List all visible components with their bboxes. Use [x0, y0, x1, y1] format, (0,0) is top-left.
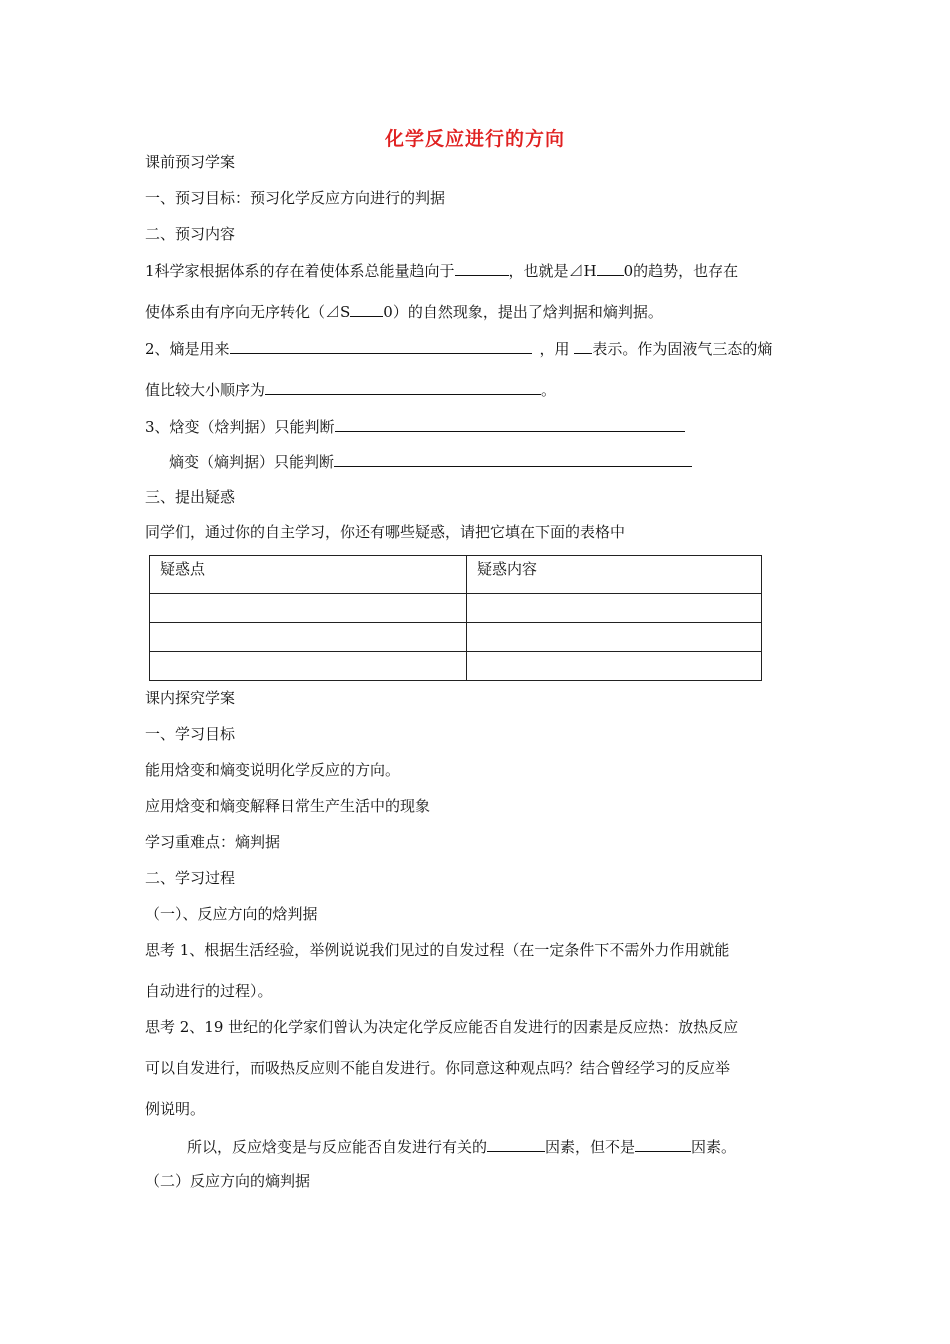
q1-text-c: 0的趋势，也存在	[623, 262, 739, 280]
table-header-row	[150, 556, 762, 594]
goal-item-1: 能用焓变和熵变说明化学反应的方向。	[145, 761, 401, 779]
goal-heading: 一、学习目标	[145, 725, 236, 743]
q3-blank-1[interactable]	[335, 416, 685, 432]
section-1-heading: （一）、反应方向的焓判据	[145, 905, 318, 923]
question-1-line-1	[145, 260, 738, 281]
conclusion-line	[187, 1136, 736, 1157]
q2-text-d: 值比较大小顺序为	[145, 381, 266, 399]
q2-text-b: ，用	[539, 340, 575, 358]
preview-content-heading: 二、预习内容	[145, 225, 236, 243]
question-2-line-1	[145, 338, 772, 359]
q2-blank-3[interactable]	[265, 379, 541, 395]
section-2-heading: （二）反应方向的熵判据	[145, 1172, 311, 1190]
table-header-doubt-point: 疑惑点	[150, 556, 467, 594]
conclusion-text-c: 因素。	[691, 1138, 737, 1156]
think-2-line-2: 可以自发进行，而吸热反应则不能自发进行。你同意这种观点吗？结合曾经学习的反应举	[145, 1059, 731, 1077]
q2-blank-2[interactable]	[574, 338, 592, 354]
q1-text-e: 0）的自然现象，提出了焓判据和熵判据。	[383, 303, 663, 321]
q3-text-a: 3、焓变（焓判据）只能判断	[145, 418, 335, 436]
process-heading: 二、学习过程	[145, 869, 236, 887]
table-row	[150, 623, 762, 652]
table-cell[interactable]	[467, 623, 762, 652]
question-1-line-2	[145, 301, 663, 322]
q3-text-b: 熵变（熵判据）只能判断	[169, 453, 335, 471]
table-row	[150, 594, 762, 623]
question-3-line-2	[169, 451, 692, 472]
think-1-line-1: 思考 1、根据生活经验，举例说说我们见过的自发过程（在一定条件下不需外力作用就能	[145, 941, 730, 959]
conclusion-text-a: 所以，反应焓变是与反应能否自发进行有关的	[187, 1138, 488, 1156]
q2-text-c: 表示。作为固液气三态的熵	[592, 340, 773, 358]
question-3-line-1	[145, 416, 685, 437]
q1-blank-1[interactable]	[455, 260, 509, 276]
table-cell[interactable]	[467, 594, 762, 623]
table-cell[interactable]	[150, 594, 467, 623]
preview-heading: 课前预习学案	[145, 153, 236, 171]
page-title: 化学反应进行的方向	[384, 128, 565, 150]
q2-blank-1[interactable]	[230, 338, 532, 354]
table-header-doubt-content: 疑惑内容	[467, 556, 762, 594]
question-2-line-2	[145, 379, 556, 400]
table-cell[interactable]	[150, 623, 467, 652]
goal-item-2: 应用焓变和熵变解释日常生产生活中的现象	[145, 797, 431, 815]
think-1-line-2: 自动进行的过程）。	[145, 982, 273, 1000]
table-cell[interactable]	[150, 652, 467, 681]
inclass-heading: 课内探究学案	[145, 689, 236, 707]
preview-goal: 一、预习目标：预习化学反应方向进行的判据	[145, 189, 446, 207]
think-2-line-3: 例说明。	[145, 1100, 206, 1118]
q2-text-e: 。	[541, 381, 557, 399]
q1-text-b: ，也就是⊿H	[508, 262, 597, 280]
q1-blank-3[interactable]	[350, 301, 383, 317]
think-2-line-1: 思考 2、19 世纪的化学家们曾认为决定化学反应能否自发进行的因素是反应热：放热反应	[145, 1018, 739, 1036]
q3-blank-2[interactable]	[334, 451, 692, 467]
q2-text-a: 2、熵是用来	[145, 340, 230, 358]
key-point: 学习重难点：熵判据	[145, 833, 281, 851]
q1-text-a: 1科学家根据体系的存在着使体系总能量趋向于	[145, 262, 455, 280]
conclusion-blank-1[interactable]	[487, 1136, 545, 1152]
q1-blank-2[interactable]	[597, 260, 624, 276]
table-row	[150, 652, 762, 681]
conclusion-text-b: 因素，但不是	[545, 1138, 636, 1156]
table-cell[interactable]	[467, 652, 762, 681]
doubt-heading: 三、提出疑惑	[145, 488, 236, 506]
doubt-intro: 同学们，通过你的自主学习，你还有哪些疑惑，请把它填在下面的表格中	[145, 523, 626, 541]
conclusion-blank-2[interactable]	[635, 1136, 691, 1152]
q1-text-d: 使体系由有序向无序转化（⊿S	[145, 303, 351, 321]
doubt-table	[149, 555, 762, 681]
